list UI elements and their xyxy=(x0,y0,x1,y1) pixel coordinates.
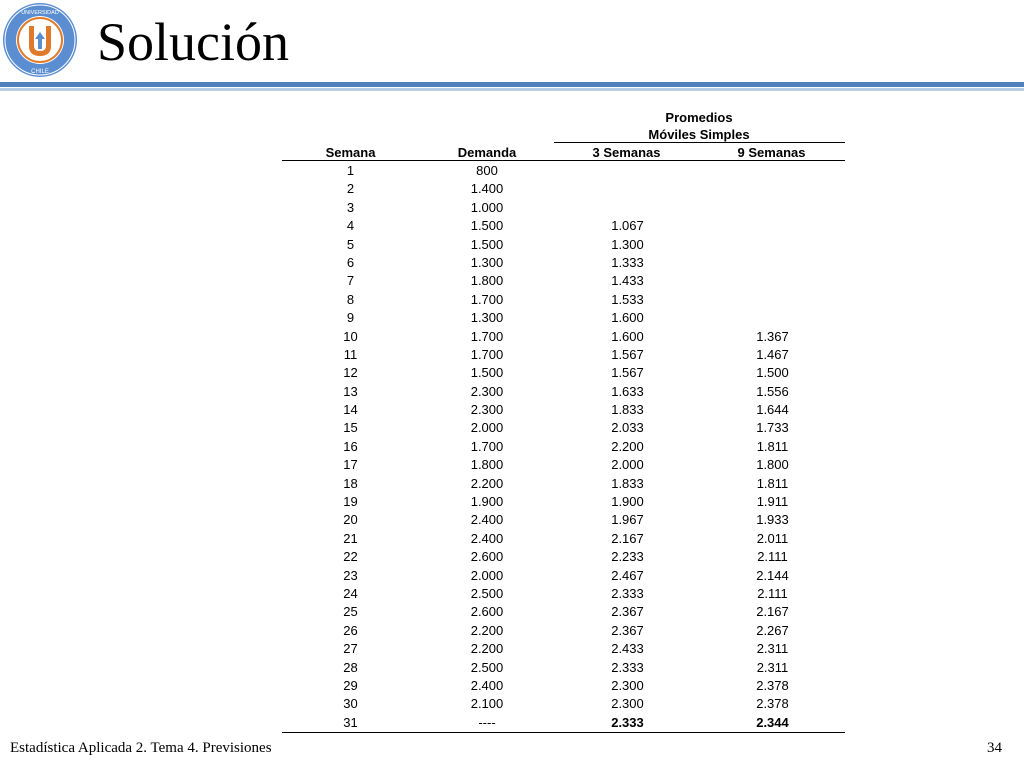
cell-demanda: 1.400 xyxy=(470,181,504,197)
cell-demanda: 1.900 xyxy=(470,494,504,510)
cell-demanda: 2.500 xyxy=(470,585,504,601)
cell-9-semanas: 1.556 xyxy=(756,383,789,399)
cell-9-semanas: 1.811 xyxy=(756,438,789,454)
cell-3-semanas: 1.833 xyxy=(611,402,644,418)
cell-demanda: 2.200 xyxy=(470,475,504,491)
university-seal-logo xyxy=(2,2,78,78)
cell-demanda: 2.600 xyxy=(470,604,504,620)
cell-semana: 16 xyxy=(343,438,358,454)
footer-text: Estadística Aplicada 2. Tema 4. Previsiones xyxy=(10,740,272,756)
cell-9-semanas xyxy=(700,309,845,327)
table-row xyxy=(282,291,845,309)
cell-demanda: 1.300 xyxy=(470,254,504,270)
title-divider-light xyxy=(0,88,1024,91)
cell-3-semanas: 2.200 xyxy=(611,438,644,454)
cell-3-semanas: 2.367 xyxy=(611,622,644,638)
cell-semana: 14 xyxy=(343,402,358,418)
table-row xyxy=(282,383,845,401)
cell-demanda: 2.000 xyxy=(470,420,504,436)
cell-demanda: 2.100 xyxy=(470,696,504,712)
cell-9-semanas: 2.378 xyxy=(756,696,789,712)
cell-9-semanas: 2.378 xyxy=(756,677,789,693)
cell-9-semanas: 2.311 xyxy=(756,659,789,675)
table-row xyxy=(282,180,845,198)
cell-semana: 9 xyxy=(346,310,355,326)
slide-title: Solución xyxy=(97,12,290,72)
cell-9-semanas: 1.800 xyxy=(756,457,789,473)
cell-semana: 27 xyxy=(343,641,358,657)
cell-demanda: 1.500 xyxy=(470,236,504,252)
cell-3-semanas: 2.300 xyxy=(611,677,644,693)
cell-3-semanas xyxy=(555,180,700,198)
table-row xyxy=(282,695,845,713)
table-row xyxy=(282,419,845,437)
table-row xyxy=(282,217,845,235)
cell-9-semanas: 1.644 xyxy=(756,402,789,418)
cell-demanda: 1.800 xyxy=(470,273,504,289)
cell-3-semanas: 1.433 xyxy=(611,273,644,289)
cell-3-semanas: 1.633 xyxy=(611,383,644,399)
table-row xyxy=(282,475,845,493)
cell-9-semanas: 1.933 xyxy=(756,512,789,528)
cell-demanda: 1.000 xyxy=(470,199,504,215)
cell-3-semanas: 2.467 xyxy=(611,567,644,583)
page-number: 34 xyxy=(987,740,1002,756)
cell-9-semanas xyxy=(700,291,845,309)
cell-demanda: 2.400 xyxy=(470,512,504,528)
cell-demanda: 1.700 xyxy=(470,346,504,362)
cell-semana: 20 xyxy=(343,512,358,528)
header-underline xyxy=(282,160,845,161)
cell-9-semanas: 1.367 xyxy=(756,328,789,344)
cell-semana: 8 xyxy=(346,291,355,307)
group-header-underline xyxy=(554,142,845,143)
table-row xyxy=(282,254,845,272)
cell-3-semanas: 2.167 xyxy=(611,530,644,546)
cell-demanda: 2.400 xyxy=(470,677,504,693)
cell-demanda: 2.500 xyxy=(470,659,504,675)
cell-9-semanas: 2.167 xyxy=(756,604,789,620)
cell-3-semanas: 1.967 xyxy=(611,512,644,528)
cell-3-semanas: 1.900 xyxy=(611,494,644,510)
cell-3-semanas: 2.233 xyxy=(611,549,644,565)
cell-9-semanas: 2.111 xyxy=(757,549,788,565)
column-header-semana: Semana xyxy=(325,145,376,160)
cell-demanda: 1.700 xyxy=(470,438,504,454)
cell-9-semanas: 2.267 xyxy=(756,622,789,638)
cell-3-semanas: 1.300 xyxy=(611,236,644,252)
cell-semana: 21 xyxy=(343,530,358,546)
table-header xyxy=(282,106,845,162)
cell-semana: 17 xyxy=(343,457,358,473)
cell-3-semanas: 2.333 xyxy=(611,714,644,730)
column-header-demanda: Demanda xyxy=(457,145,517,160)
cell-9-semanas: 1.467 xyxy=(756,346,789,362)
cell-semana: 7 xyxy=(346,273,355,289)
cell-semana: 29 xyxy=(343,677,358,693)
cell-demanda: 1.800 xyxy=(470,457,504,473)
cell-3-semanas: 1.533 xyxy=(611,291,644,307)
table-row xyxy=(282,603,845,621)
cell-demanda: 1.700 xyxy=(470,291,504,307)
cell-demanda: 2.000 xyxy=(470,567,504,583)
table-row xyxy=(282,659,845,677)
table-row xyxy=(282,309,845,327)
cell-3-semanas: 1.600 xyxy=(611,310,644,326)
table-row xyxy=(282,438,845,456)
cell-semana: 11 xyxy=(343,346,358,362)
cell-9-semanas: 2.311 xyxy=(756,641,789,657)
cell-semana: 3 xyxy=(346,199,355,215)
cell-demanda: 800 xyxy=(476,163,498,178)
cell-semana: 15 xyxy=(343,420,358,436)
cell-9-semanas: 2.111 xyxy=(757,585,788,601)
cell-semana: 28 xyxy=(343,659,358,675)
svg-text:UNIVERSIDAD: UNIVERSIDAD xyxy=(21,10,59,16)
cell-3-semanas: 2.333 xyxy=(611,585,644,601)
cell-semana: 5 xyxy=(346,236,355,252)
cell-3-semanas: 2.367 xyxy=(611,604,644,620)
cell-3-semanas: 1.567 xyxy=(611,346,644,362)
cell-semana: 25 xyxy=(343,604,358,620)
cell-semana: 26 xyxy=(343,622,358,638)
cell-semana: 31 xyxy=(343,714,358,730)
table-row xyxy=(282,622,845,640)
cell-semana: 18 xyxy=(343,475,358,491)
cell-demanda: 2.200 xyxy=(470,641,504,657)
table-row xyxy=(282,346,845,364)
cell-9-semanas: 1.811 xyxy=(756,475,789,491)
cell-9-semanas: 1.500 xyxy=(756,365,789,381)
table-row xyxy=(282,328,845,346)
table-row xyxy=(282,162,845,180)
table-row xyxy=(282,364,845,382)
cell-9-semanas xyxy=(700,180,845,198)
cell-semana: 12 xyxy=(343,365,358,381)
cell-semana: 30 xyxy=(343,696,358,712)
cell-9-semanas: 2.144 xyxy=(756,567,789,583)
table-body xyxy=(282,162,845,732)
cell-9-semanas xyxy=(700,199,845,217)
table-row xyxy=(282,493,845,511)
cell-demanda: ---- xyxy=(478,714,496,730)
cell-9-semanas: 2.344 xyxy=(756,714,789,730)
table-row xyxy=(282,511,845,529)
title-divider xyxy=(0,82,1024,87)
cell-demanda: 1.300 xyxy=(470,310,504,326)
table-row xyxy=(282,530,845,548)
cell-3-semanas: 1.567 xyxy=(611,365,644,381)
cell-semana: 22 xyxy=(343,549,358,565)
cell-9-semanas: 1.911 xyxy=(756,494,789,510)
cell-demanda: 1.500 xyxy=(470,218,504,234)
table-row xyxy=(282,401,845,419)
table-row xyxy=(282,677,845,695)
table-row xyxy=(282,548,845,566)
cell-9-semanas xyxy=(700,236,845,254)
cell-semana: 2 xyxy=(346,181,355,197)
cell-9-semanas: 1.733 xyxy=(756,420,789,436)
cell-demanda: 1.500 xyxy=(470,365,504,381)
cell-semana: 24 xyxy=(343,585,358,601)
cell-9-semanas: 2.011 xyxy=(756,530,789,546)
table-row xyxy=(282,236,845,254)
cell-9-semanas xyxy=(700,162,845,180)
cell-semana: 1 xyxy=(346,163,355,178)
cell-9-semanas xyxy=(700,217,845,235)
cell-semana: 6 xyxy=(346,254,355,270)
group-header-moviles-simples: Móviles Simples xyxy=(648,127,750,142)
column-header-3-semanas: 3 Semanas xyxy=(592,145,661,160)
cell-semana: 10 xyxy=(343,328,358,344)
column-header-9-semanas: 9 Semanas xyxy=(737,145,806,160)
cell-3-semanas: 1.067 xyxy=(611,218,644,234)
cell-9-semanas xyxy=(700,272,845,290)
table-row xyxy=(282,456,845,474)
cell-3-semanas: 2.433 xyxy=(611,641,644,657)
cell-semana: 4 xyxy=(346,218,355,234)
moving-average-table xyxy=(282,106,845,733)
cell-3-semanas xyxy=(555,162,700,180)
table-row xyxy=(282,640,845,658)
cell-demanda: 2.600 xyxy=(470,549,504,565)
group-header-promedios: Promedios xyxy=(665,110,733,125)
cell-demanda: 2.300 xyxy=(470,402,504,418)
table-bottom-rule xyxy=(282,732,845,733)
table-row xyxy=(282,272,845,290)
cell-semana: 23 xyxy=(343,567,358,583)
svg-text:CHILE: CHILE xyxy=(31,69,49,75)
cell-3-semanas: 1.833 xyxy=(611,475,644,491)
cell-9-semanas xyxy=(700,254,845,272)
cell-demanda: 1.700 xyxy=(470,328,504,344)
cell-demanda: 2.200 xyxy=(470,622,504,638)
cell-demanda: 2.300 xyxy=(470,383,504,399)
cell-3-semanas: 2.033 xyxy=(611,420,644,436)
table-row xyxy=(282,714,845,732)
cell-semana: 13 xyxy=(343,383,358,399)
table-row xyxy=(282,567,845,585)
cell-semana: 19 xyxy=(343,494,358,510)
cell-3-semanas: 2.000 xyxy=(611,457,644,473)
cell-3-semanas: 2.300 xyxy=(611,696,644,712)
table-row xyxy=(282,585,845,603)
table-row xyxy=(282,199,845,217)
cell-3-semanas xyxy=(555,199,700,217)
cell-3-semanas: 1.333 xyxy=(611,254,644,270)
cell-3-semanas: 1.600 xyxy=(611,328,644,344)
cell-demanda: 2.400 xyxy=(470,530,504,546)
cell-3-semanas: 2.333 xyxy=(611,659,644,675)
